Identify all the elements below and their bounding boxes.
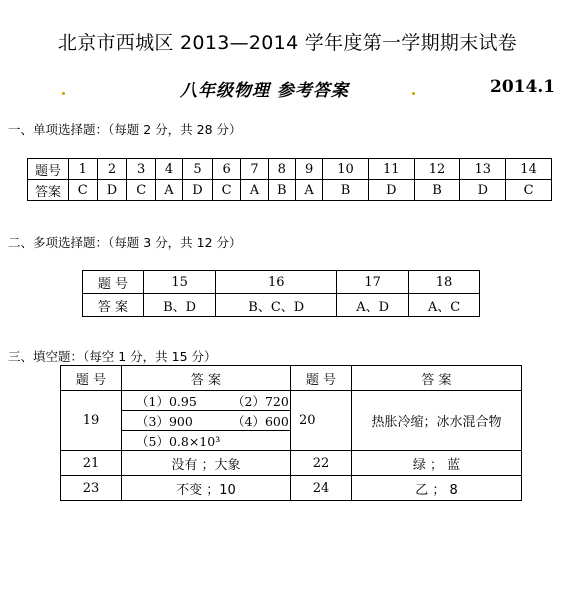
table-cell: 13 <box>460 159 506 180</box>
section2-heading: 二、多项选择题：（每题 3 分，共 12 分） <box>8 235 242 250</box>
table-cell: C <box>127 180 156 201</box>
table-row <box>61 451 522 476</box>
answer-cell: 乙 ； 8 <box>352 476 522 501</box>
table-cell: 6 <box>212 159 241 180</box>
table-cell: B <box>323 180 369 201</box>
header-answer: 答 案 <box>352 366 522 391</box>
page-subtitle: 八年级物理 参考答案 <box>180 81 349 101</box>
table-cell: D <box>97 180 127 201</box>
answer-part: （3）900 <box>136 413 193 429</box>
table-cell: 9 <box>296 159 323 180</box>
header-question-number: 题 号 <box>291 366 352 391</box>
table-cell: D <box>368 180 414 201</box>
table-cell: D <box>183 180 213 201</box>
table-row <box>61 476 522 501</box>
page-title: 北京市西城区 2013—2014 学年度第一学期期末试卷 <box>57 32 518 54</box>
table-cell: 12 <box>414 159 460 180</box>
decorative-dot <box>62 92 65 95</box>
table-cell: 1 <box>69 159 98 180</box>
question-number: 19 <box>61 391 122 451</box>
table-cell: 11 <box>368 159 414 180</box>
section3-answer-table <box>60 365 522 501</box>
answer-part-row <box>122 411 291 431</box>
table-row <box>61 366 522 391</box>
table-cell: A、C <box>409 294 480 317</box>
answer-part: （1）0.95 <box>136 393 197 409</box>
question-number: 21 <box>61 451 122 476</box>
table-cell: 18 <box>409 271 480 294</box>
section2-answer-table <box>82 270 480 317</box>
table-cell: 15 <box>144 271 216 294</box>
section3-heading: 三、填空题：（每空 1 分，共 15 分） <box>8 349 217 364</box>
table-cell: A <box>296 180 323 201</box>
table-cell: 2 <box>97 159 127 180</box>
table-row <box>28 159 552 180</box>
answer-cell: 绿 ； 蓝 <box>352 451 522 476</box>
row-label-answer: 答案 <box>28 180 69 201</box>
table-cell: A <box>155 180 182 201</box>
question-number: 23 <box>61 476 122 501</box>
section1-answer-table <box>27 158 552 201</box>
table-cell: 14 <box>506 159 552 180</box>
table-cell: 4 <box>155 159 182 180</box>
question-number: 22 <box>291 451 352 476</box>
answer-part: （2）720 <box>232 393 289 409</box>
question-number: 20 <box>291 391 352 451</box>
row-label-question: 题号 <box>28 159 69 180</box>
row-label-question: 题 号 <box>83 271 144 294</box>
table-cell: 16 <box>216 271 337 294</box>
section1-heading: 一、单项选择题：（每题 2 分，共 28 分） <box>8 122 242 137</box>
table-cell: 10 <box>323 159 369 180</box>
table-row <box>83 271 480 294</box>
header-answer: 答 案 <box>122 366 291 391</box>
table-cell: B、C、D <box>216 294 337 317</box>
header-question-number: 题 号 <box>61 366 122 391</box>
table-cell: 8 <box>268 159 296 180</box>
question-number: 24 <box>291 476 352 501</box>
decorative-dot <box>412 92 415 95</box>
table-cell: D <box>460 180 506 201</box>
table-cell: 7 <box>241 159 268 180</box>
exam-date: 2014.1 <box>490 77 556 97</box>
table-cell: A <box>241 180 268 201</box>
answer-cell: 热胀冷缩；冰水混合物 <box>352 391 522 451</box>
table-row <box>28 180 552 201</box>
answer-cell: 不变 ；10 <box>122 476 291 501</box>
table-cell: C <box>212 180 241 201</box>
row-label-answer: 答 案 <box>83 294 144 317</box>
table-row <box>61 391 522 411</box>
answer-part-row <box>122 391 291 411</box>
table-cell: 17 <box>337 271 409 294</box>
table-cell: A、D <box>337 294 409 317</box>
table-cell: C <box>506 180 552 201</box>
answer-part: （5）0.8×10³ <box>122 431 291 451</box>
table-cell: 3 <box>127 159 156 180</box>
table-cell: 5 <box>183 159 213 180</box>
answer-cell: 没有 ；大象 <box>122 451 291 476</box>
table-row <box>83 294 480 317</box>
table-cell: B <box>414 180 460 201</box>
table-cell: B <box>268 180 296 201</box>
table-cell: B、D <box>144 294 216 317</box>
table-cell: C <box>69 180 98 201</box>
answer-part: （4）600 <box>232 413 289 429</box>
